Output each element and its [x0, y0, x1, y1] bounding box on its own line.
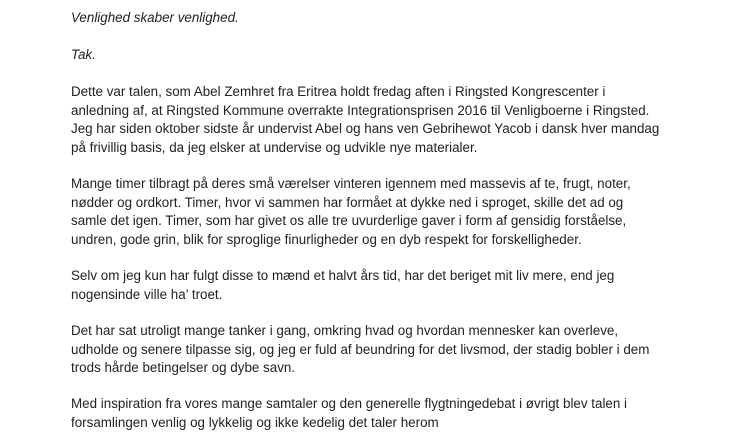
paragraph-4 [71, 322, 711, 378]
paragraph-line: samle det igen. Timer, som har givet os alle tre uvurderlige gaver i form af gensidig forståelse, [71, 212, 711, 231]
paragraph-line: anledning af, at Ringsted Kommune overrakte Integrationsprisen 2016 til Venligboerne i Ringsted. [71, 102, 711, 121]
paragraph-line: nødder og ordkort. Timer, hvor vi sammen har formået at dykke ned i sproget, skille det ad og [71, 194, 711, 213]
paragraph-5 [71, 395, 711, 432]
paragraph-line: Selv om jeg kun har fulgt disse to mænd et halvt års tid, har det beriget mit liv mere, end jeg [71, 267, 711, 286]
paragraph-line: udholde og senere tilpasse sig, og jeg er fuld af beundring for det livsmod, der stadig bobler i dem [71, 341, 711, 360]
paragraph-line: Dette var talen, som Abel Zemhret fra Eritrea holdt fredag aften i Ringsted Kongrescenter i [71, 83, 711, 102]
paragraph-line: nogensinde ville ha’ troet. [71, 286, 711, 305]
closing-line [71, 9, 711, 28]
paragraph-2 [71, 175, 711, 249]
paragraph-line: Det har sat utroligt mange tanker i gang, omkring hvad og hvordan mennesker kan overleve, [71, 322, 711, 341]
paragraph-1 [71, 83, 711, 157]
paragraph-line: trods hårde betingelser og dybe savn. [71, 359, 711, 378]
paragraph-line: undren, gode grin, blik for sproglige finurligheder og en dyb respekt for forskelligheder. [71, 231, 711, 250]
thanks-text: Tak. [71, 46, 711, 65]
paragraph-line: Mange timer tilbragt på deres små værelser vinteren igennem med massevis af te, frugt, noter, [71, 175, 711, 194]
paragraph-line: forsamlingen venlig og lykkelig og ikke kedelig det taler herom [71, 414, 711, 432]
thanks-line [71, 46, 711, 65]
paragraph-3 [71, 267, 711, 304]
paragraph-line: Jeg har siden oktober sidste år undervist Abel og hans ven Gebrihewot Yacob i dansk hver mandag [71, 120, 711, 139]
paragraph-line: på frivillig basis, da jeg elsker at undervise og udvikle nye materialer. [71, 139, 711, 158]
closing-line-text: Venlighed skaber venlighed. [71, 9, 711, 28]
paragraph-line: Med inspiration fra vores mange samtaler og den generelle flygtningedebat i øvrigt blev talen i [71, 395, 711, 414]
